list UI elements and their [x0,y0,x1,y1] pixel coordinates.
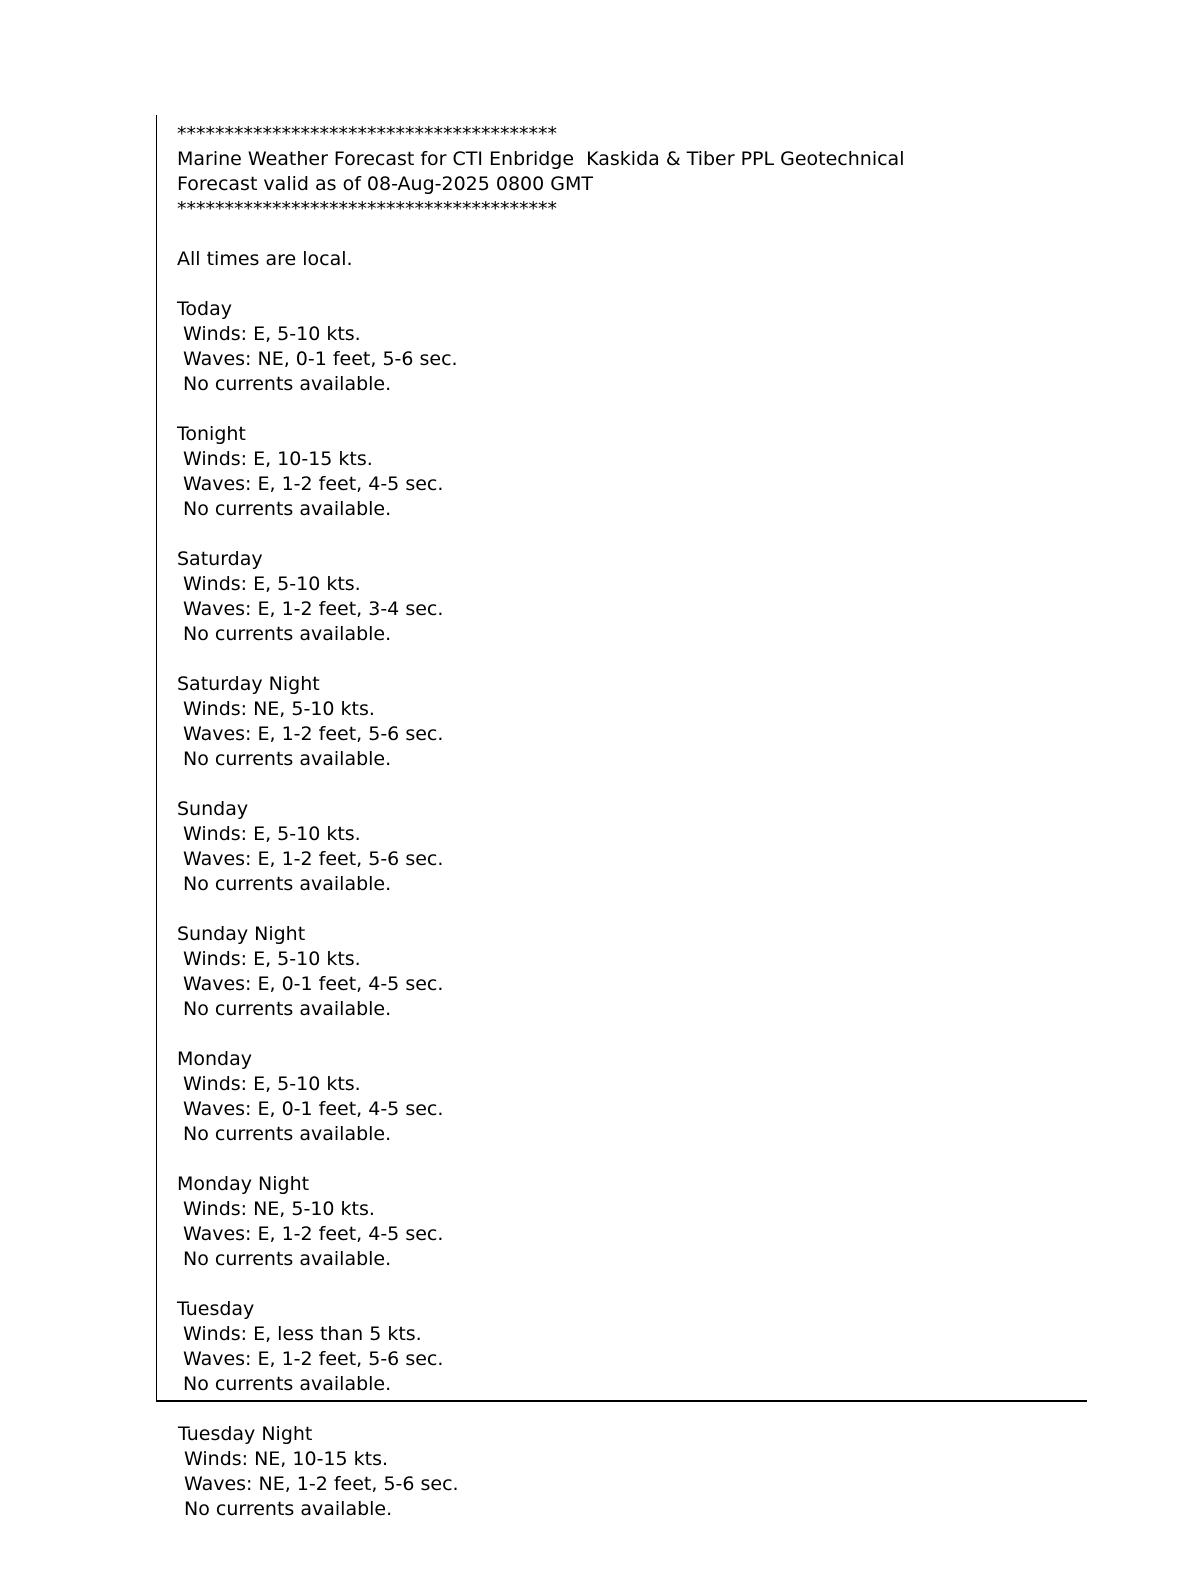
waves-line: Waves: E, 1-2 feet, 5-6 sec. [183,1348,444,1370]
waves-line: Waves: E, 0-1 feet, 4-5 sec. [183,973,444,995]
period-name: Monday [177,1048,253,1070]
currents-line: No currents available. [183,1373,392,1395]
period-name: Tonight [177,423,246,445]
forecast-title: Marine Weather Forecast for CTI Enbridge Kaskida & Tiber PPL Geotechnical [177,148,905,170]
forecast-section-tonight [177,422,1087,522]
period-name: Saturday [177,548,263,570]
winds-line: Winds: NE, 5-10 kts. [183,698,375,720]
currents-line: No currents available. [183,873,392,895]
period-name: Today [177,298,232,320]
period-name: Monday Night [177,1173,310,1195]
forecast-text-box [156,115,1087,1402]
local-times-note: All times are local. [177,248,353,270]
forecast-section-sunday [177,797,1087,897]
waves-line: Waves: E, 1-2 feet, 3-4 sec. [183,598,444,620]
winds-line: Winds: E, 5-10 kts. [183,823,361,845]
forecast-section-saturday [177,547,1087,647]
forecast-section-tuesday-night [178,1422,459,1522]
currents-line: No currents available. [183,1123,392,1145]
period-name: Tuesday Night [178,1423,313,1445]
forecast-section-tuesday [177,1297,1087,1397]
separator-line-bottom: **************************************** [177,198,557,220]
forecast-section-monday [177,1047,1087,1147]
waves-line: Waves: E, 1-2 feet, 4-5 sec. [183,473,444,495]
forecast-section-monday-night [177,1172,1087,1272]
winds-line: Winds: E, 10-15 kts. [183,448,373,470]
period-name: Saturday Night [177,673,320,695]
winds-line: Winds: NE, 5-10 kts. [183,1198,375,1220]
currents-line: No currents available. [183,498,392,520]
period-name: Sunday [177,798,249,820]
forecast-section-saturday-night [177,672,1087,772]
winds-line: Winds: NE, 10-15 kts. [184,1448,389,1470]
waves-line: Waves: E, 1-2 feet, 4-5 sec. [183,1223,444,1245]
period-name: Tuesday [177,1298,255,1320]
winds-line: Winds: E, 5-10 kts. [183,1073,361,1095]
currents-line: No currents available. [183,623,392,645]
period-name: Sunday Night [177,923,306,945]
winds-line: Winds: E, 5-10 kts. [183,948,361,970]
forecast-continuation [178,1422,459,1522]
winds-line: Winds: E, 5-10 kts. [183,573,361,595]
forecast-valid-line: Forecast valid as of 08-Aug-2025 0800 GMT [177,173,593,195]
currents-line: No currents available. [183,1248,392,1270]
currents-line: No currents available. [183,373,392,395]
currents-line: No currents available. [183,748,392,770]
currents-line: No currents available. [184,1498,393,1520]
forecast-section-sunday-night [177,922,1087,1022]
waves-line: Waves: E, 0-1 feet, 4-5 sec. [183,1098,444,1120]
waves-line: Waves: NE, 1-2 feet, 5-6 sec. [184,1473,459,1495]
waves-line: Waves: E, 1-2 feet, 5-6 sec. [183,723,444,745]
currents-line: No currents available. [183,998,392,1020]
winds-line: Winds: E, less than 5 kts. [183,1323,422,1345]
winds-line: Winds: E, 5-10 kts. [183,323,361,345]
separator-line-top: **************************************** [177,123,557,145]
waves-line: Waves: NE, 0-1 feet, 5-6 sec. [183,348,458,370]
forecast-section-today [177,297,1087,397]
waves-line: Waves: E, 1-2 feet, 5-6 sec. [183,848,444,870]
